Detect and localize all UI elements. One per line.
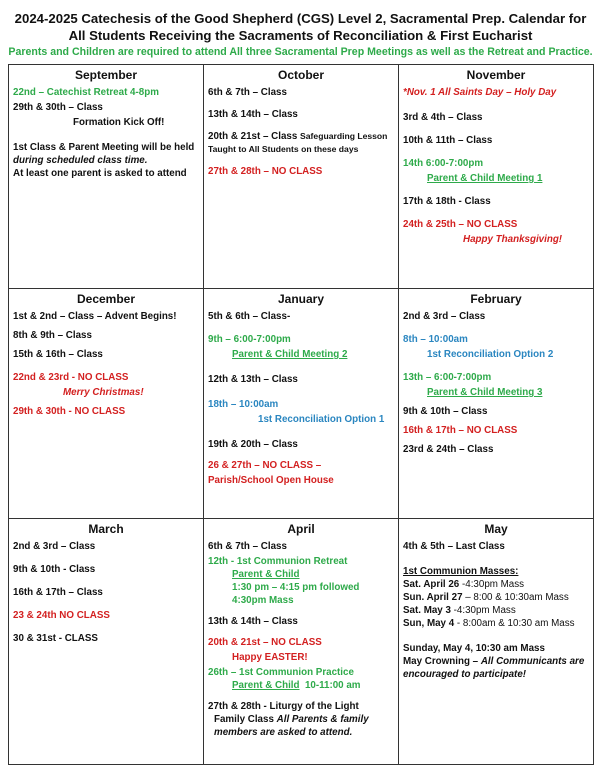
event-entry: 12th - 1st Communion Retreat [208,556,348,567]
event-entry: 27th & 28th - Liturgy of the Light [208,701,359,712]
event-entry: 27th & 28th – NO CLASS [208,166,323,177]
event-note: Happy Thanksgiving! [463,234,563,245]
event-note: Merry Christmas! [63,387,144,398]
event-entry: 6th & 7th – Class [208,87,287,98]
mass-entry: Sat. May 3 -4:30pm Mass [403,605,516,616]
event-entry: 26 & 27th – NO CLASS – [208,460,322,471]
event-note: 1st Reconciliation Option 1 [258,414,385,425]
mass-entry: Sun. April 27 – 8:00 & 10:30am Mass [403,592,569,603]
event-note: 4:30pm Mass [232,595,294,606]
event-entry: 22nd & 23rd - NO CLASS [13,372,129,383]
event-entry: 4th & 5th – Last Class [403,541,505,552]
event-entry: 20th & 21st – Class Safeguarding Lesson Taught to All Students on these days [208,131,388,154]
event-entry: 9th & 10th - Class [13,564,96,575]
event-entry: 19th & 20th – Class [208,439,298,450]
event-entry: 23rd & 24th – Class [403,444,494,455]
event-note: Family Class All Parents & family members are asked to attend. [214,714,369,738]
event-note: 1st Reconciliation Option 2 [427,349,554,360]
event-note: At least one parent is asked to attend [13,168,187,179]
month-cell-february [399,289,594,519]
event-note: Parent & Child Meeting 2 [232,349,348,360]
event-entry: 5th & 6th – Class- [208,311,291,322]
month-cell-november [399,65,594,289]
page-subtitle: Parents and Children are required to attend All three Sacramental Prep Meetings as well as the Retreat and Practice. [8,46,593,58]
event-entry: 13th & 14th – Class [208,616,298,627]
month-cell-may [399,519,594,765]
event-entry: 17th & 18th - Class [403,196,491,207]
event-note: Parent & Child 10-11:00 am [232,680,361,691]
event-entry: 12th & 13th – Class [208,374,298,385]
month-name: September [74,68,138,82]
event-note: Parish/School Open House [208,475,334,486]
event-entry: 8th – 10:00am [403,334,468,345]
event-entry: 22nd – Catechist Retreat 4-8pm [13,87,159,98]
month-cell-april [204,519,399,765]
event-note: 1:30 pm – 4:15 pm followed [232,582,360,593]
event-entry: 26th – 1st Communion Practice [208,667,354,678]
event-note: Happy EASTER! [232,652,308,663]
event-entry: 14th 6:00-7:00pm [403,158,484,169]
event-entry: 2nd & 3rd – Class [403,311,486,322]
mass-entry: Sun, May 4 - 8:00am & 10:30 am Mass [403,618,575,629]
event-entry: 18th – 10:00am [208,399,279,410]
month-cell-march [9,519,204,765]
event-entry: 1st Class & Parent Meeting will be held [13,142,195,153]
month-name: January [277,292,325,306]
event-entry: 1st & 2nd – Class – Advent Begins! [13,311,177,322]
event-entry: 16th & 17th – NO CLASS [403,425,518,436]
event-entry: 29th & 30th – Class [13,102,103,113]
event-entry: 30 & 31st - CLASS [13,633,98,644]
mass-entry: Sat. April 26 -4:30pm Mass [403,579,525,590]
event-note: Parent & Child [232,569,300,580]
event-entry: 16th & 17th – Class [13,587,103,598]
event-note: Parent & Child Meeting 1 [427,173,543,184]
event-entry: *Nov. 1 All Saints Day – Holy Day [403,87,557,98]
event-entry: 23 & 24th NO CLASS [13,610,110,621]
calendar-table [8,64,594,765]
month-name: April [287,522,315,536]
month-cell-december [9,289,204,519]
event-entry: 9th – 6:00-7:00pm [208,334,291,345]
event-entry: 15th & 16th – Class [13,349,103,360]
event-entry: 29th & 30th - NO CLASS [13,406,126,417]
month-name: May [484,522,508,536]
month-name: March [88,522,124,536]
event-entry: 6th & 7th – Class [208,541,287,552]
page-title: 2024-2025 Catechesis of the Good Shepherd (CGS) Level 2, Sacramental Prep. Calendar for All Students Receiving the Sacraments of Reconciliation & First Eucharist [14,11,587,43]
event-entry: Sunday, May 4, 10:30 am Mass [403,643,545,654]
month-name: November [466,68,526,82]
event-entry: 13th & 14th – Class [208,109,298,120]
event-entry: 3rd & 4th – Class [403,112,483,123]
month-cell-january [204,289,399,519]
event-note: during scheduled class time. [13,155,148,166]
event-entry: 8th & 9th – Class [13,330,92,341]
event-entry: 24th & 25th – NO CLASS [403,219,518,230]
event-note: Formation Kick Off! [73,117,165,128]
event-entry: 2nd & 3rd – Class [13,541,96,552]
month-cell-october [204,65,399,289]
event-entry: 10th & 11th – Class [403,135,493,146]
masses-heading: 1st Communion Masses: [403,566,519,577]
calendar-header [0,0,601,59]
event-entry: May Crowning – All Communicants are encouraged to participate! [403,656,585,680]
month-cell-september [9,65,204,289]
month-name: December [76,292,136,306]
event-entry: 13th – 6:00-7:00pm [403,372,492,383]
event-entry: 20th & 21st – NO CLASS [208,637,322,648]
event-note: Parent & Child Meeting 3 [427,387,543,398]
month-name: February [470,292,522,306]
month-name: October [277,68,324,82]
event-entry: 9th & 10th – Class [403,406,488,417]
